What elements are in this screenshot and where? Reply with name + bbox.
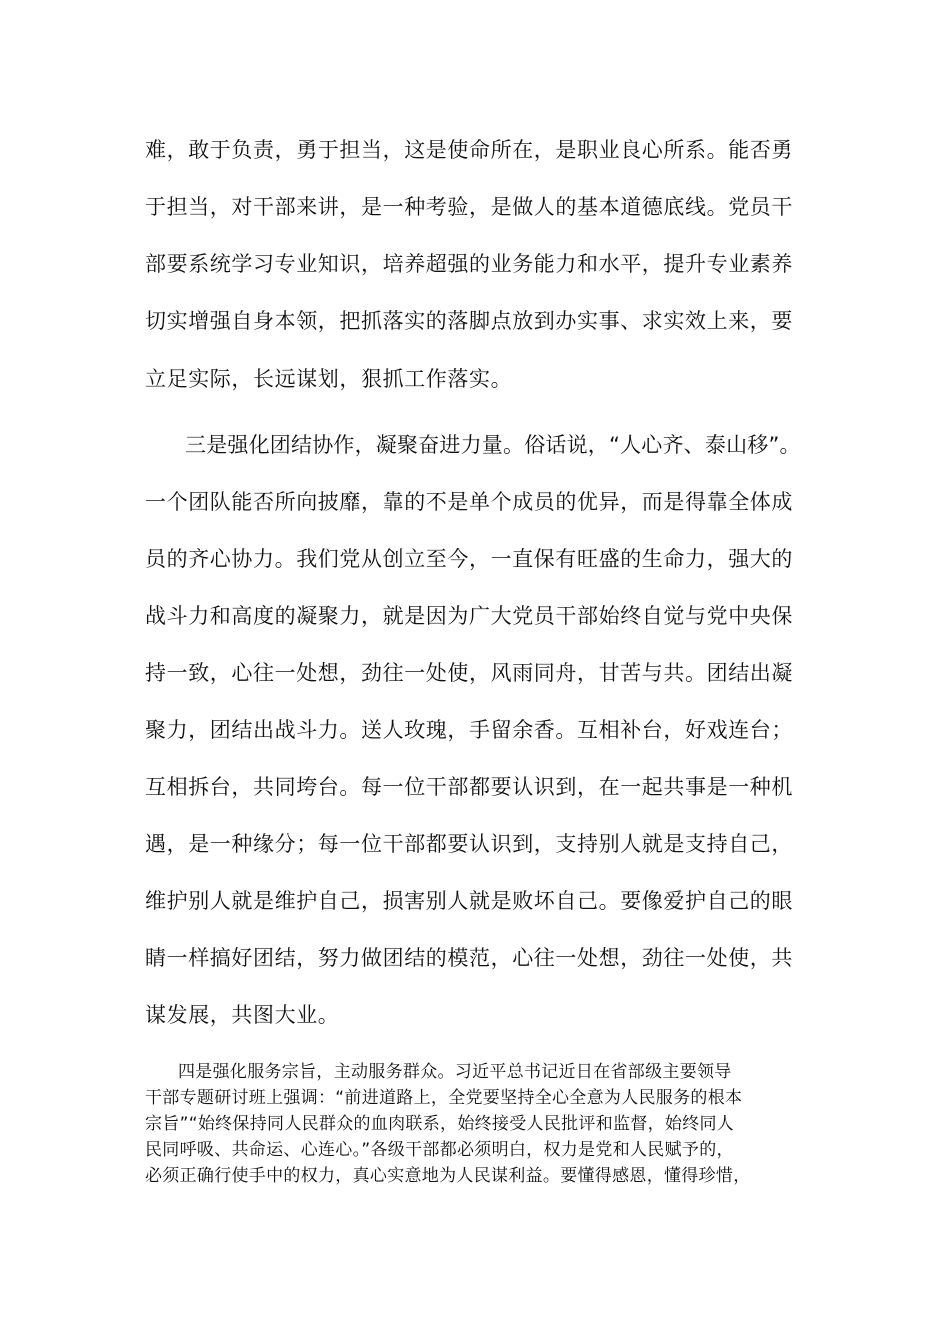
paragraph-1-line-2: 于担当，对干部来讲，是一种考验，是做人的基本道德底线。党员干 <box>145 195 793 219</box>
paragraph-3-line-2: 干部专题研讨班上强调：“前进道路上，全党要坚持全心全意为人民服务的根本 <box>145 1088 743 1108</box>
paragraph-2-line-8: 遇，是一种缘分；每一位干部都要认识到，支持别人就是支持自己， <box>145 832 793 856</box>
paragraph-2-line-7: 互相拆台，共同垮台。每一位干部都要认识到，在一起共事是一种机 <box>145 775 793 799</box>
paragraph-1-line-4: 切实增强自身本领，把抓落实的落脚点放到办实事、求实效上来，要 <box>145 309 793 333</box>
paragraph-1-line-1: 难，敢于负责，勇于担当，这是使命所在，是职业良心所系。能否勇 <box>145 138 793 162</box>
paragraph-2-line-2: 一个团队能否所向披靡，靠的不是单个成员的优异，而是得靠全体成 <box>145 490 793 514</box>
paragraph-3-line-1: 四是强化服务宗旨，主动服务群众。习近平总书记近日在省部级主要领导 <box>178 1062 732 1082</box>
paragraph-2-line-11: 谋发展，共图大业。 <box>145 1003 340 1027</box>
paragraph-3-line-4: 民同呼吸、共命运、心连心。”各级干部都必须明白，权力是党和人民赋予的， <box>145 1140 734 1160</box>
paragraph-2-line-10: 睛一样搞好团结，努力做团结的模范，心往一处想，劲往一处使，共 <box>145 946 793 970</box>
paragraph-2-line-4: 战斗力和高度的凝聚力，就是因为广大党员干部始终自觉与党中央保 <box>145 604 793 628</box>
paragraph-1-line-5: 立足实际，长远谋划，狠抓工作落实。 <box>145 367 513 391</box>
paragraph-2-line-5: 持一致，心往一处想，劲往一处使，风雨同舟，甘苦与共。团结出凝 <box>145 661 793 685</box>
paragraph-2-line-9: 维护别人就是维护自己，损害别人就是败坏自己。要像爱护自己的眼 <box>145 889 793 913</box>
paragraph-2-line-3: 员的齐心协力。我们党从创立至今，一直保有旺盛的生命力，强大的 <box>145 547 793 571</box>
paragraph-3-line-5: 必须正确行使手中的权力，真心实意地为人民谋利益。要懂得感恩，懂得珍惜， <box>145 1166 751 1186</box>
paragraph-1-line-3: 部要系统学习专业知识，培养超强的业务能力和水平，提升专业素养 <box>145 252 793 276</box>
paragraph-2-line-1: 三是强化团结协作，凝聚奋进力量。俗话说，“人心齐、泰山移”。 <box>185 433 801 457</box>
paragraph-2-line-6: 聚力，团结出战斗力。送人玫瑰，手留余香。互相补台，好戏连台； <box>145 718 793 742</box>
paragraph-3-line-3: 宗旨”“始终保持同人民群众的血肉联系，始终接受人民批评和监督，始终同人 <box>145 1114 735 1134</box>
